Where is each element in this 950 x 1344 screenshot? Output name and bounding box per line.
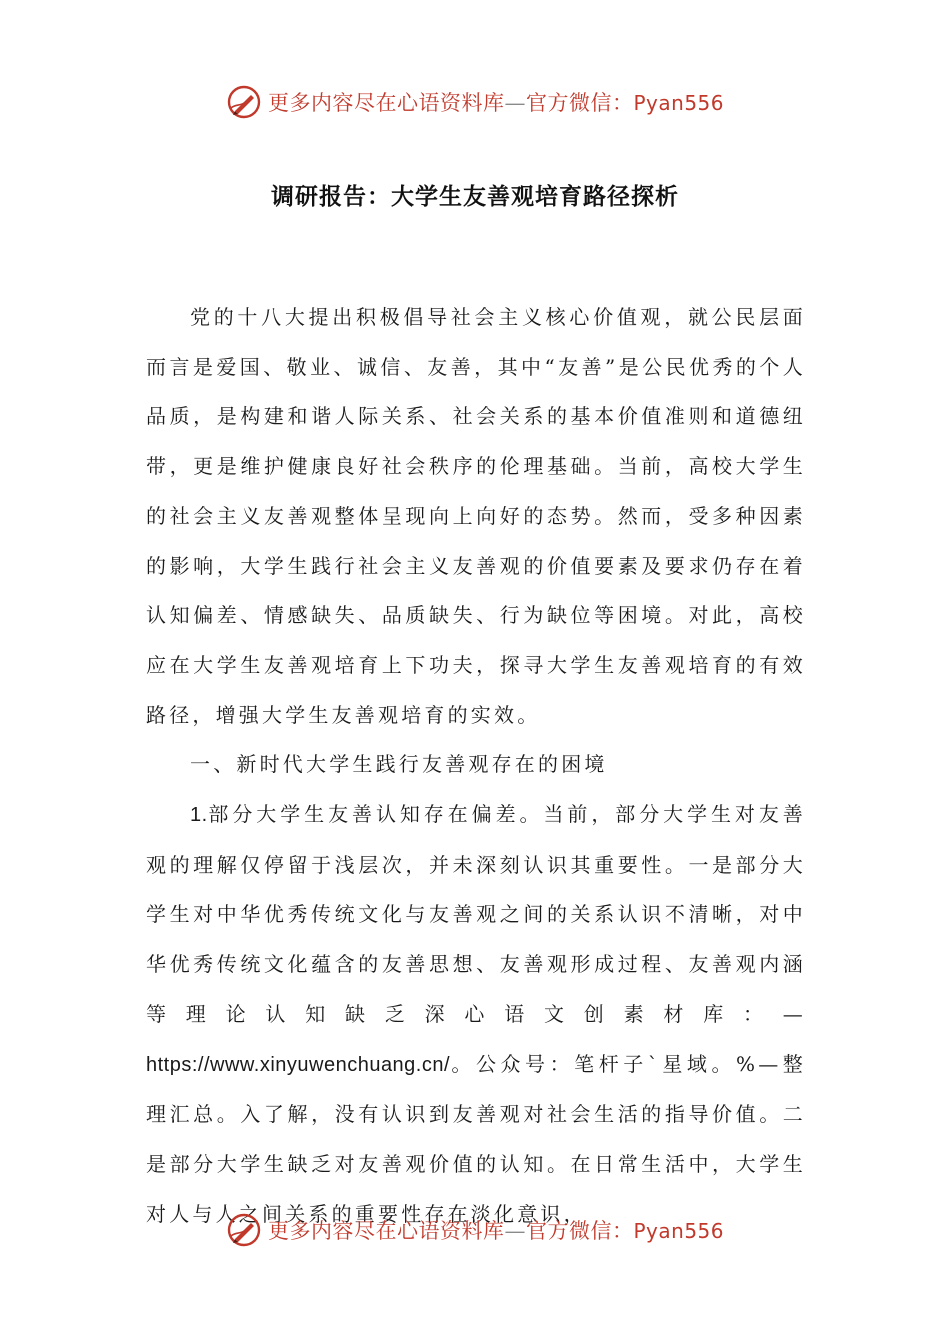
banner-text [268,87,724,117]
paragraph-intro: 党的十八大提出积极倡导社会主义核心价值观，就公民层面而言是爱国、敬业、诚信、友善，其中“友善”是公民优秀的个人品质，是构建和谐人际关系、社会关系的基本价值准则和道德纽带，更是维护健康良好社会秩序的伦理基础。当前，高校大学生的社会主义友善观整体呈现向上向好的态势。然而，受多种因素的影响，大学生践行社会主义友善观的价值要素及要求仍存在着认知偏差、情感缺失、品质缺失、行为缺位等困境。对此，高校应在大学生友善观培育上下功夫，探寻大学生友善观培育的有效路径，增强大学生友善观培育的实效。 [146,305,806,727]
footer-banner [0,1208,950,1252]
paragraph-point-1 [146,790,806,1239]
point-text-a: 部分大学生友善认知存在偏差。当前，部分大学生对友善观的理解仅停留于浅层次，并未深刻认识其重要性。一是部分大学生对中华优秀传统文化与友善观之间的关系认识不清晰，对中华优秀传统文化蕴含的友善思想、友善观形成过程、友善观内涵等理论认知缺乏深心语文创素材库：— [146,802,806,1026]
banner-main-text: 更多内容尽在心语资料库 [267,1219,505,1243]
point-text-b: 。公众号：笔杆子`星域。%—整理汇总。入了解，没有认识到友善观对社会生活的指导价值。二是部分大学生缺乏对友善观价值的认知。在日常生活中，大学生对人与人之间关系的重要性存在淡化意识， [146,1051,806,1226]
document-title: 调研报告：大学生友善观培育路径探析 [271,184,679,210]
pen-circle-logo-icon [226,84,262,120]
point-number: 1. [190,804,208,827]
banner-official-text: 官方微信： [525,91,634,115]
banner-separator: — [504,1219,526,1243]
section-heading-1: 一、新时代大学生践行友善观存在的困境 [190,752,608,777]
banner-separator: — [504,91,526,115]
banner-wechat-id: Pyan556 [633,1219,724,1243]
pen-circle-logo-icon [226,1212,262,1248]
banner-main-text: 更多内容尽在心语资料库 [267,91,505,115]
source-url-link[interactable]: https://www.xinyuwenchuang.cn/ [146,1053,451,1076]
banner-text [268,1215,724,1245]
banner-wechat-id: Pyan556 [633,91,724,115]
header-banner [0,80,950,124]
document-body [146,293,806,1239]
banner-official-text: 官方微信： [525,1219,634,1243]
